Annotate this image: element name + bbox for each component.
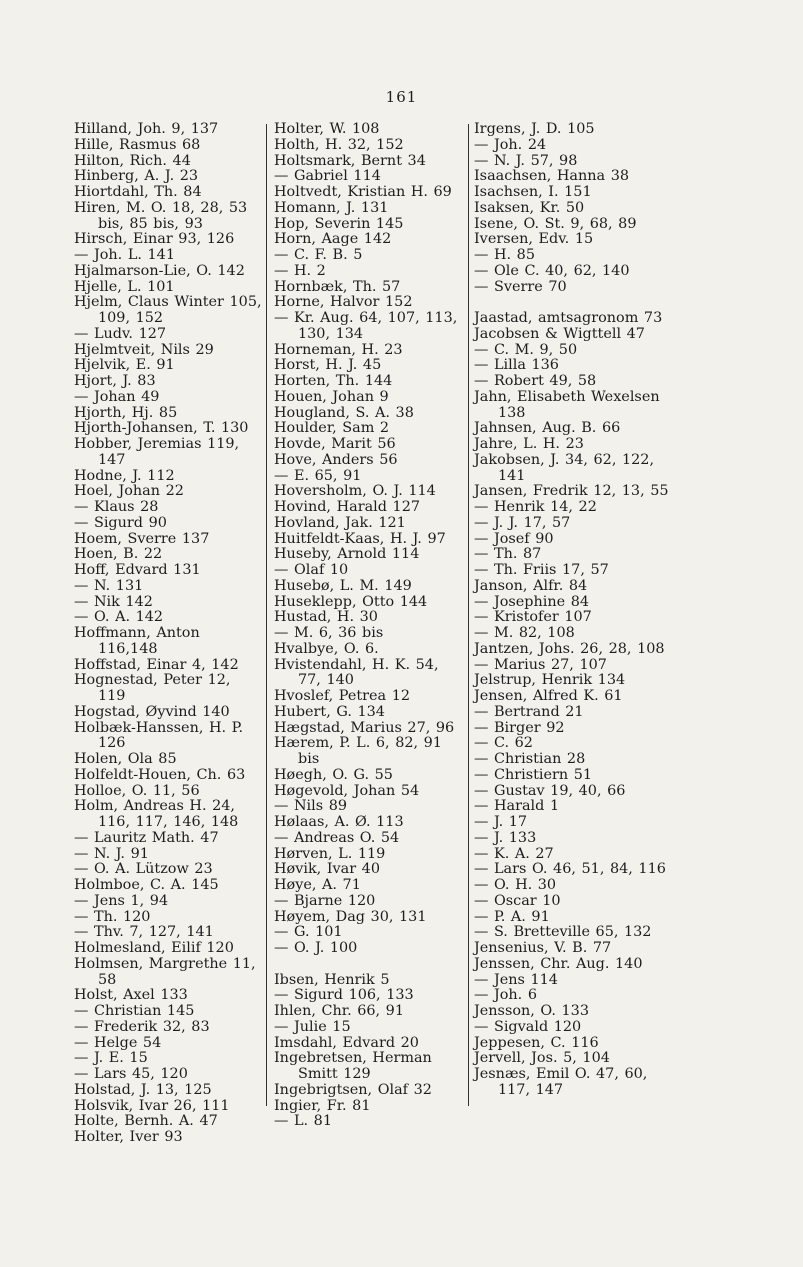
index-entry: Holtvedt, Kristian H. 69 [274,184,452,200]
index-entry: Hvistendahl, H. K. 54, 77, 140 [274,656,439,689]
column-divider [468,124,469,1106]
index-entry: — Robert 49, 58 [474,373,597,389]
index-entry: — Lars O. 46, 51, 84, 116 [474,861,666,878]
index-entry: — Christian 145 [74,1003,195,1019]
index-entry: Hørven, L. 119 [274,845,386,862]
index-entry: Ingier, Fr. 81 [274,1097,371,1114]
index-entry: Hognestad, Peter 12, 119 [74,672,231,704]
index-entry: Jeppesen, C. 116 [474,1034,599,1051]
index-entry: — S. Bretteville 65, 132 [474,924,652,941]
index-entry: — C. M. 9, 50 [474,341,578,358]
index-entry: — Jens 1, 94 [74,892,169,909]
index-entry: Husebø, L. M. 149 [274,577,412,594]
index-entry: Holstad, J. 13, 125 [74,1081,212,1098]
index-entry: Hoel, Johan 22 [74,483,184,500]
index-entry: Holmsen, Margrethe 11, 58 [74,955,256,988]
index-entry: Huseklepp, Otto 144 [274,593,428,610]
index-entry: — C. 62 [474,735,533,752]
index-entry: Holbæk-Hanssen, H. P. 126 [74,719,244,752]
index-entry: Holmesland, Eilif 120 [74,940,234,956]
index-entry: — Sverre 70 [474,278,567,295]
page-number: 161 [385,88,418,106]
index-entry: — Josephine 84 [474,593,590,610]
index-entry: Hiortdahl, Th. 84 [74,184,202,200]
index-entry: — K. A. 27 [474,845,554,862]
index-entry: — H. 85 [474,247,535,263]
index-entry: Hubert, G. 134 [274,703,385,720]
index-entry: — L. 81 [274,1113,332,1130]
index-entry: Jensson, O. 133 [474,1003,589,1019]
index-entry: — Lilla 136 [474,357,559,374]
index-entry: Hjelvik, E. 91 [74,357,175,374]
index-entry: Holfeldt-Houen, Ch. 63 [74,766,246,783]
index-entry: Hovland, Jak. 121 [274,514,406,531]
index-entry: — Th. 120 [74,908,151,925]
index-entry: — G. 101 [274,924,343,941]
index-entry: — N. J. 91 [74,845,149,862]
index-entry: — Birger 92 [474,719,565,736]
index-entry: Hvalbye, O. 6. [274,640,379,657]
index-entry: Imsdahl, Edvard 20 [274,1034,419,1051]
index-entry: Horn, Aage 142 [274,231,392,248]
index-entry: Holth, H. 32, 152 [274,136,404,153]
index-entry: — Frederik 32, 83 [74,1018,210,1035]
index-entry: Jantzen, Johs. 26, 28, 108 [474,640,665,657]
index-entry: — Th. Friis 17, 57 [474,562,609,578]
index-entry: Jacobsen & Wigttell 47 [474,325,645,342]
index-entry: Janson, Alfr. 84 [474,577,588,594]
index-entry: — O. A. Lützow 23 [74,861,213,878]
index-entry: — Joh. 24 [474,136,547,153]
index-entry: Hirsch, Einar 93, 126 [74,231,235,248]
index-entry: Jakobsen, J. 34, 62, 122, 141 [474,451,655,484]
index-entry: Ihlen, Chr. 66, 91 [274,1003,404,1019]
index-entry: Høye, A. 71 [274,877,361,893]
index-entry: Ibsen, Henrik 5 [274,971,390,988]
section-gap [274,957,466,973]
index-entry: Hobber, Jeremias 119, 147 [74,436,240,468]
index-entry: — Oscar 10 [474,892,561,909]
index-entry: — Lars 45, 120 [74,1066,188,1082]
index-entry: — Bjarne 120 [274,892,376,909]
index-entry: — N. 131 [74,577,144,594]
index-entry: Hjelm, Claus Winter 105, 109, 152 [74,294,262,326]
index-entry: — Johan 49 [74,388,160,405]
index-entry: Hop, Severin 145 [274,215,404,232]
index-entry: — Kr. Aug. 64, 107, 113, 130, 134 [274,310,458,342]
index-entry: Høegh, O. G. 55 [274,766,393,783]
index-entry: Hægstad, Marius 27, 96 [274,719,455,736]
index-entry: Horne, Halvor 152 [274,294,413,311]
index-entry: Hougland, S. A. 38 [274,404,414,421]
section-gap [474,295,674,311]
index-entry: — O. A. 142 [74,609,164,626]
index-entry: Isaksen, Kr. 50 [474,199,585,216]
index-column-3 [474,122,674,1099]
index-entry: — Gustav 19, 40, 66 [474,782,626,799]
index-entry: Hustad, H. 30 [274,609,378,626]
index-entry: Hove, Anders 56 [274,451,398,468]
index-entry: — Klaus 28 [74,499,159,515]
index-entry: — Josef 90 [474,530,554,547]
index-entry: — Gabriel 114 [274,168,381,185]
index-entry: Isaachsen, Hanna 38 [474,168,630,185]
index-entry: Hiren, M. O. 18, 28, 53 bis, 85 bis, 93 [74,199,248,232]
index-entry: Huseby, Arnold 114 [274,546,420,563]
index-entry: — Marius 27, 107 [474,656,607,673]
index-entry: — O. J. 100 [274,940,358,956]
index-entry: Hjort, J. 83 [74,373,156,389]
index-entry: Houlder, Sam 2 [274,420,390,437]
index-entry: — Sigvald 120 [474,1018,582,1035]
index-entry: Hornbæk, Th. 57 [274,278,401,295]
index-entry: Hovind, Harald 127 [274,499,421,515]
index-entry: — N. J. 57, 98 [474,152,578,169]
index-entry: — Lauritz Math. 47 [74,829,219,846]
index-entry: — P. A. 91 [474,908,550,925]
index-entry: Hilland, Joh. 9, 137 [74,121,219,137]
index-entry: — Olaf 10 [274,562,349,578]
index-column-1 [74,122,262,1146]
index-entry: Isachsen, I. 151 [474,184,592,200]
index-entry: — M. 82, 108 [474,625,575,641]
index-entry: Holtsmark, Bernt 34 [274,152,426,169]
index-entry: Jesnæs, Emil O. 47, 60, 117, 147 [474,1066,648,1098]
index-entry: — Andreas O. 54 [274,829,400,846]
index-entry: — Christian 28 [474,751,586,767]
index-entry: Hoffstad, Einar 4, 142 [74,656,239,673]
index-entry: Houen, Johan 9 [274,388,389,405]
index-entry: Jensen, Alfred K. 61 [474,688,623,704]
index-entry: Ingebrigtsen, Olaf 32 [274,1081,432,1098]
index-entry: Hjalmarson-Lie, O. 142 [74,262,245,279]
index-entry: Horten, Th. 144 [274,373,393,389]
index-entry: Hølaas, A. Ø. 113 [274,814,404,830]
index-entry: Hogstad, Øyvind 140 [74,703,230,720]
index-entry: Holter, W. 108 [274,121,380,137]
index-entry: Jensenius, V. B. 77 [474,940,612,956]
index-entry: — M. 6, 36 bis [274,625,384,641]
index-entry: — J. 17 [474,814,528,830]
index-entry: Høyem, Dag 30, 131 [274,908,427,925]
index-entry: Hjelmtveit, Nils 29 [74,341,214,358]
index-entry: Hjorth, Hj. 85 [74,404,178,421]
index-entry: Jansen, Fredrik 12, 13, 55 [474,483,669,500]
index-entry: — E. 65, 91 [274,467,362,484]
index-entry: Holter, Iver 93 [74,1129,183,1145]
index-entry: Hodne, J. 112 [74,467,175,484]
index-entry: Horneman, H. 23 [274,341,403,358]
index-entry: Holmboe, C. A. 145 [74,877,219,893]
index-entry: Jenssen, Chr. Aug. 140 [474,955,643,972]
index-entry: — Joh. L. 141 [74,247,175,263]
index-entry: — Ludv. 127 [74,325,167,342]
index-entry: — Harald 1 [474,798,560,815]
index-entry: Jaastad, amtsagronom 73 [474,310,663,326]
index-entry: — Christiern 51 [474,766,593,783]
index-entry: Hoen, B. 22 [74,546,163,563]
index-entry: Hoem, Sverre 137 [74,530,210,547]
index-entry: — J. 133 [474,829,537,846]
index-entry: — Joh. 6 [474,987,537,1004]
index-entry: — Th. 87 [474,546,542,563]
index-entry: Holte, Bernh. A. 47 [74,1113,218,1130]
column-divider [266,124,267,1106]
index-entry: — Nils 89 [274,798,348,815]
index-entry: Irgens, J. D. 105 [474,121,595,137]
index-entry: Holst, Axel 133 [74,987,188,1004]
index-entry: Hjelle, L. 101 [74,278,175,295]
index-entry: Holm, Andreas H. 24, 116, 117, 146, 148 [74,798,239,830]
index-entry: Homann, J. 131 [274,199,389,216]
index-entry: Jahnsen, Aug. B. 66 [474,420,621,437]
index-entry: — Henrik 14, 22 [474,499,597,515]
index-entry: — Sigurd 106, 133 [274,987,414,1004]
index-entry: Jelstrup, Henrik 134 [474,672,626,689]
index-entry: — J. J. 17, 57 [474,514,571,531]
index-entry: — J. E. 15 [74,1050,148,1067]
index-entry: Hoff, Edvard 131 [74,562,201,578]
index-entry: Jahre, L. H. 23 [474,436,584,452]
index-entry: — Sigurd 90 [74,514,167,531]
index-entry: Hilton, Rich. 44 [74,152,191,169]
index-entry: Hoversholm, O. J. 114 [274,483,436,500]
index-entry: — Jens 114 [474,971,558,988]
index-entry: Horst, H. J. 45 [274,357,382,374]
index-entry: Høvik, Ivar 40 [274,861,380,878]
index-entry: Hille, Rasmus 68 [74,136,201,153]
index-entry: Høgevold, Johan 54 [274,782,420,799]
index-entry: — H. 2 [274,262,326,279]
index-entry: Holen, Ola 85 [74,751,177,767]
index-entry: — Thv. 7, 127, 141 [74,924,214,941]
index-entry: Holsvik, Ivar 26, 111 [74,1097,230,1114]
index-entry: — Kristofer 107 [474,609,592,626]
index-entry: — Nik 142 [74,593,153,610]
index-entry: Ingebretsen, Herman Smitt 129 [274,1050,432,1082]
index-entry: Hovde, Marit 56 [274,436,396,452]
index-entry: — Ole C. 40, 62, 140 [474,262,630,279]
index-entry: Hinberg, A. J. 23 [74,168,199,185]
index-entry: Jahn, Elisabeth Wexelsen 138 [474,388,660,421]
index-entry: — Julie 15 [274,1018,351,1035]
index-entry: Hvoslef, Petrea 12 [274,688,411,704]
index-entry: — C. F. B. 5 [274,247,363,263]
index-entry: — Helge 54 [74,1034,162,1051]
index-column-2 [274,122,466,1130]
index-entry: Iversen, Edv. 15 [474,231,594,248]
index-entry: Huitfeldt-Kaas, H. J. 97 [274,530,446,547]
index-entry: — O. H. 30 [474,877,557,893]
index-entry: Holloe, O. 11, 56 [74,782,200,799]
index-entry: Hoffmann, Anton 116,148 [74,625,200,657]
index-entry: Jervell, Jos. 5, 104 [474,1050,610,1067]
index-entry: — Bertrand 21 [474,703,584,720]
index-entry: Hærem, P. L. 6, 82, 91 bis [274,735,442,767]
index-entry: Isene, O. St. 9, 68, 89 [474,215,637,232]
index-entry: Hjorth-Johansen, T. 130 [74,420,249,437]
